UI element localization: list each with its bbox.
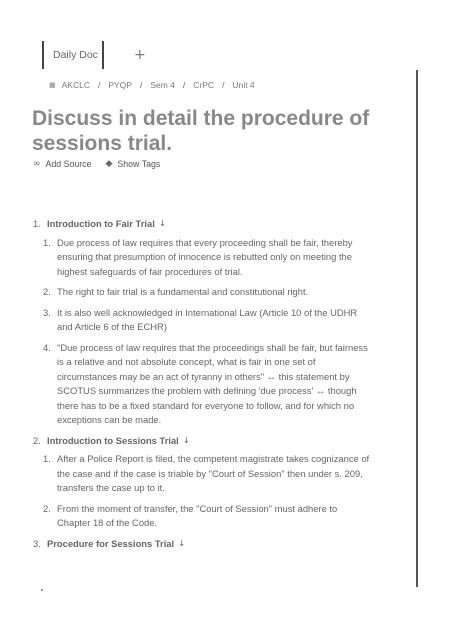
section-items xyxy=(43,452,373,531)
list-item[interactable] xyxy=(43,452,373,496)
link-icon: ∞ xyxy=(33,159,41,169)
section-heading[interactable] xyxy=(33,537,373,552)
item-text: After a Police Report is filed, the competent magistrate takes cognizance of the case and if the case is triable by "Court of Session" then under s. 209, transfers the case up to it. xyxy=(57,453,370,493)
document-body[interactable] xyxy=(33,217,373,555)
breadcrumb-item[interactable]: AKCLC xyxy=(61,80,90,90)
breadcrumb-item[interactable]: Sem 4 xyxy=(150,80,175,90)
list-item[interactable] xyxy=(43,502,373,531)
arrow-down-icon[interactable]: ↓ xyxy=(182,435,190,446)
item-number: 1. xyxy=(43,236,51,248)
item-text: "Due process of law requires that the proceedings shall be fair, but fairness is a relative and not absolute concept, what is fair in one set of circumstances may be an act of tyranny in others" ↔ this statement by SCOTUS summarizes the problem with defining 'due process' ↔ though there has to be a fixed standard for everyone to follow, and for which no exceptions can be made. xyxy=(57,341,368,425)
section-title: Procedure for Sessions Trial xyxy=(47,537,175,549)
page-actions xyxy=(33,159,174,169)
section-number: 1. xyxy=(33,218,41,229)
add-source-button[interactable] xyxy=(33,159,91,169)
scrollbar[interactable] xyxy=(416,70,418,587)
section-heading[interactable] xyxy=(33,217,373,232)
section-title: Introduction to Fair Trial xyxy=(47,218,155,229)
arrow-down-icon[interactable]: ↓ xyxy=(178,538,186,549)
section xyxy=(33,434,373,531)
section xyxy=(33,537,373,552)
show-tags-button[interactable] xyxy=(105,159,160,169)
section xyxy=(33,217,373,428)
section-number: 3. xyxy=(33,537,41,549)
list-item[interactable] xyxy=(43,306,373,335)
add-tab-icon[interactable]: + xyxy=(134,47,146,63)
lock-icon: ■ xyxy=(49,81,56,89)
item-number: 2. xyxy=(43,286,51,297)
item-number: 2. xyxy=(43,502,51,514)
section-heading[interactable] xyxy=(33,434,373,449)
item-text: The right to fair trial is a fundamental and constitutional right. xyxy=(57,286,309,297)
add-source-label: Add Source xyxy=(45,159,92,169)
item-text: Due process of law requires that every proceeding shall be fair, thereby ensuring that presumption of innocence is rebutted only on meeting the highest safeguards of fair procedures of trial. xyxy=(57,236,353,277)
item-number: 3. xyxy=(43,306,51,318)
item-number: 4. xyxy=(43,341,51,353)
breadcrumb-item[interactable]: CrPC xyxy=(193,80,215,90)
breadcrumb-item[interactable]: PYQP xyxy=(108,80,132,90)
list-item[interactable] xyxy=(43,341,373,428)
item-text: From the moment of transfer, the "Court of Session" must adhere to Chapter 18 of the Code. xyxy=(57,502,338,528)
section-title: Introduction to Sessions Trial xyxy=(47,434,179,446)
breadcrumb-separator: / xyxy=(97,80,101,90)
show-tags-label: Show Tags xyxy=(117,159,161,169)
breadcrumb xyxy=(49,80,255,90)
breadcrumb-separator: / xyxy=(139,80,143,90)
tab-daily-doc[interactable] xyxy=(42,41,104,69)
breadcrumb-separator: / xyxy=(222,80,225,90)
breadcrumb-separator: / xyxy=(182,80,186,90)
tab-bar xyxy=(42,41,146,69)
tag-icon: ◆ xyxy=(105,159,113,169)
item-text: It is also well acknowledged in International Law (Article 10 of the UDHR and Article 6 of the ECHR) xyxy=(57,306,358,332)
section-items xyxy=(43,236,373,428)
section-number: 2. xyxy=(33,434,41,446)
breadcrumb-item[interactable]: Unit 4 xyxy=(232,80,255,90)
list-item[interactable] xyxy=(43,285,373,300)
list-item[interactable] xyxy=(43,236,373,280)
cursor-marker xyxy=(41,589,43,591)
page-title[interactable]: Discuss in detail the procedure of sessions trial. xyxy=(32,107,370,155)
item-number: 1. xyxy=(43,453,51,464)
tab-label: Daily Doc xyxy=(53,49,98,61)
arrow-down-icon[interactable]: ↓ xyxy=(158,219,166,229)
